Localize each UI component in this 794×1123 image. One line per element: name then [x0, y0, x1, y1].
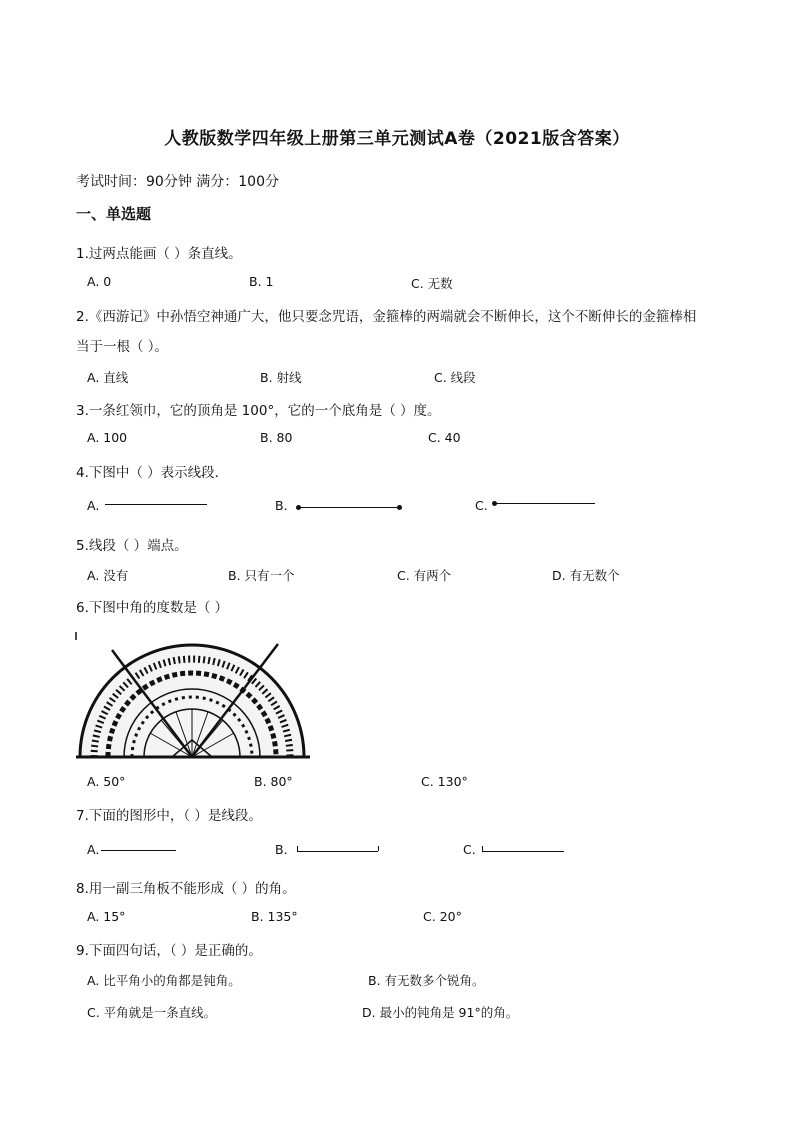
q2-option-c[interactable]: C. 线段 [434, 370, 476, 385]
q5-option-d[interactable]: D. 有无数个 [552, 568, 620, 583]
section-heading: 一、单选题 [76, 205, 152, 223]
q5-option-b[interactable]: B. 只有一个 [228, 568, 295, 583]
protractor-figure [74, 630, 314, 762]
question-4: 4.下图中（ ）表示线段. [76, 465, 219, 481]
q7-figure-line [101, 850, 176, 851]
q9-option-d[interactable]: D. 最小的钝角是 91°的角。 [362, 1005, 519, 1020]
q7-figure-segment [297, 851, 378, 852]
q3-option-a[interactable]: A. 100 [87, 430, 128, 445]
q4-option-b[interactable]: B. [275, 498, 288, 513]
q7-segment-tick-right [378, 846, 379, 851]
q8-option-a[interactable]: A. 15° [87, 909, 126, 924]
q4-segment-endpoint-left [296, 505, 301, 510]
q5-option-a[interactable]: A. 没有 [87, 568, 129, 583]
question-9: 9.下面四句话，（ ）是正确的。 [76, 943, 262, 959]
q7-segment-tick-left [297, 846, 298, 851]
question-2-cont: 当于一根（ ）。 [76, 339, 169, 355]
q1-option-a[interactable]: A. 0 [87, 274, 112, 289]
q3-option-b[interactable]: B. 80 [260, 430, 293, 445]
question-6: 6.下图中角的度数是（ ） [76, 600, 229, 616]
q4-figure-line [105, 504, 207, 505]
q4-segment-endpoint-right [397, 505, 402, 510]
q8-option-c[interactable]: C. 20° [423, 909, 462, 924]
q4-ray-endpoint [492, 501, 497, 506]
q9-option-c[interactable]: C. 平角就是一条直线。 [87, 1005, 217, 1020]
q7-option-a[interactable]: A. [87, 842, 100, 857]
q7-figure-ray [482, 851, 564, 852]
q8-option-b[interactable]: B. 135° [251, 909, 298, 924]
q7-option-c[interactable]: C. [463, 842, 476, 857]
q6-option-a[interactable]: A. 50° [87, 774, 126, 789]
question-1: 1.过两点能画（ ）条直线。 [76, 246, 242, 262]
question-3: 3.一条红领巾，它的顶角是 100°，它的一个底角是（ ）度。 [76, 403, 441, 419]
q4-figure-ray [494, 503, 595, 504]
q9-option-a[interactable]: A. 比平角小的角都是钝角。 [87, 973, 241, 988]
q4-option-c[interactable]: C. [475, 498, 488, 513]
question-2: 2.《西游记》中孙悟空神通广大，他只要念咒语，金箍棒的两端就会不断伸长，这个不断伸长的金箍棒相 [76, 309, 697, 325]
question-8: 8.用一副三角板不能形成（ ）的角。 [76, 881, 296, 897]
q1-option-b[interactable]: B. 1 [249, 274, 274, 289]
q7-option-b[interactable]: B. [275, 842, 288, 857]
q9-option-b[interactable]: B. 有无数多个锐角。 [368, 973, 485, 988]
q6-option-b[interactable]: B. 80° [254, 774, 293, 789]
page-title: 人教版数学四年级上册第三单元测试A卷（2021版含答案） [164, 129, 630, 149]
q4-figure-segment [298, 507, 399, 508]
q4-option-a[interactable]: A. [87, 498, 100, 513]
q2-option-b[interactable]: B. 射线 [260, 370, 302, 385]
question-5: 5.线段（ ）端点。 [76, 538, 188, 554]
q3-option-c[interactable]: C. 40 [428, 430, 461, 445]
q1-option-c[interactable]: C. 无数 [411, 276, 453, 291]
question-7: 7.下面的图形中，（ ）是线段。 [76, 808, 262, 824]
q5-option-c[interactable]: C. 有两个 [397, 568, 452, 583]
exam-meta: 考试时间：90分钟 满分：100分 [76, 174, 279, 190]
q2-option-a[interactable]: A. 直线 [87, 370, 129, 385]
q7-ray-tick [482, 846, 483, 851]
q6-option-c[interactable]: C. 130° [421, 774, 468, 789]
